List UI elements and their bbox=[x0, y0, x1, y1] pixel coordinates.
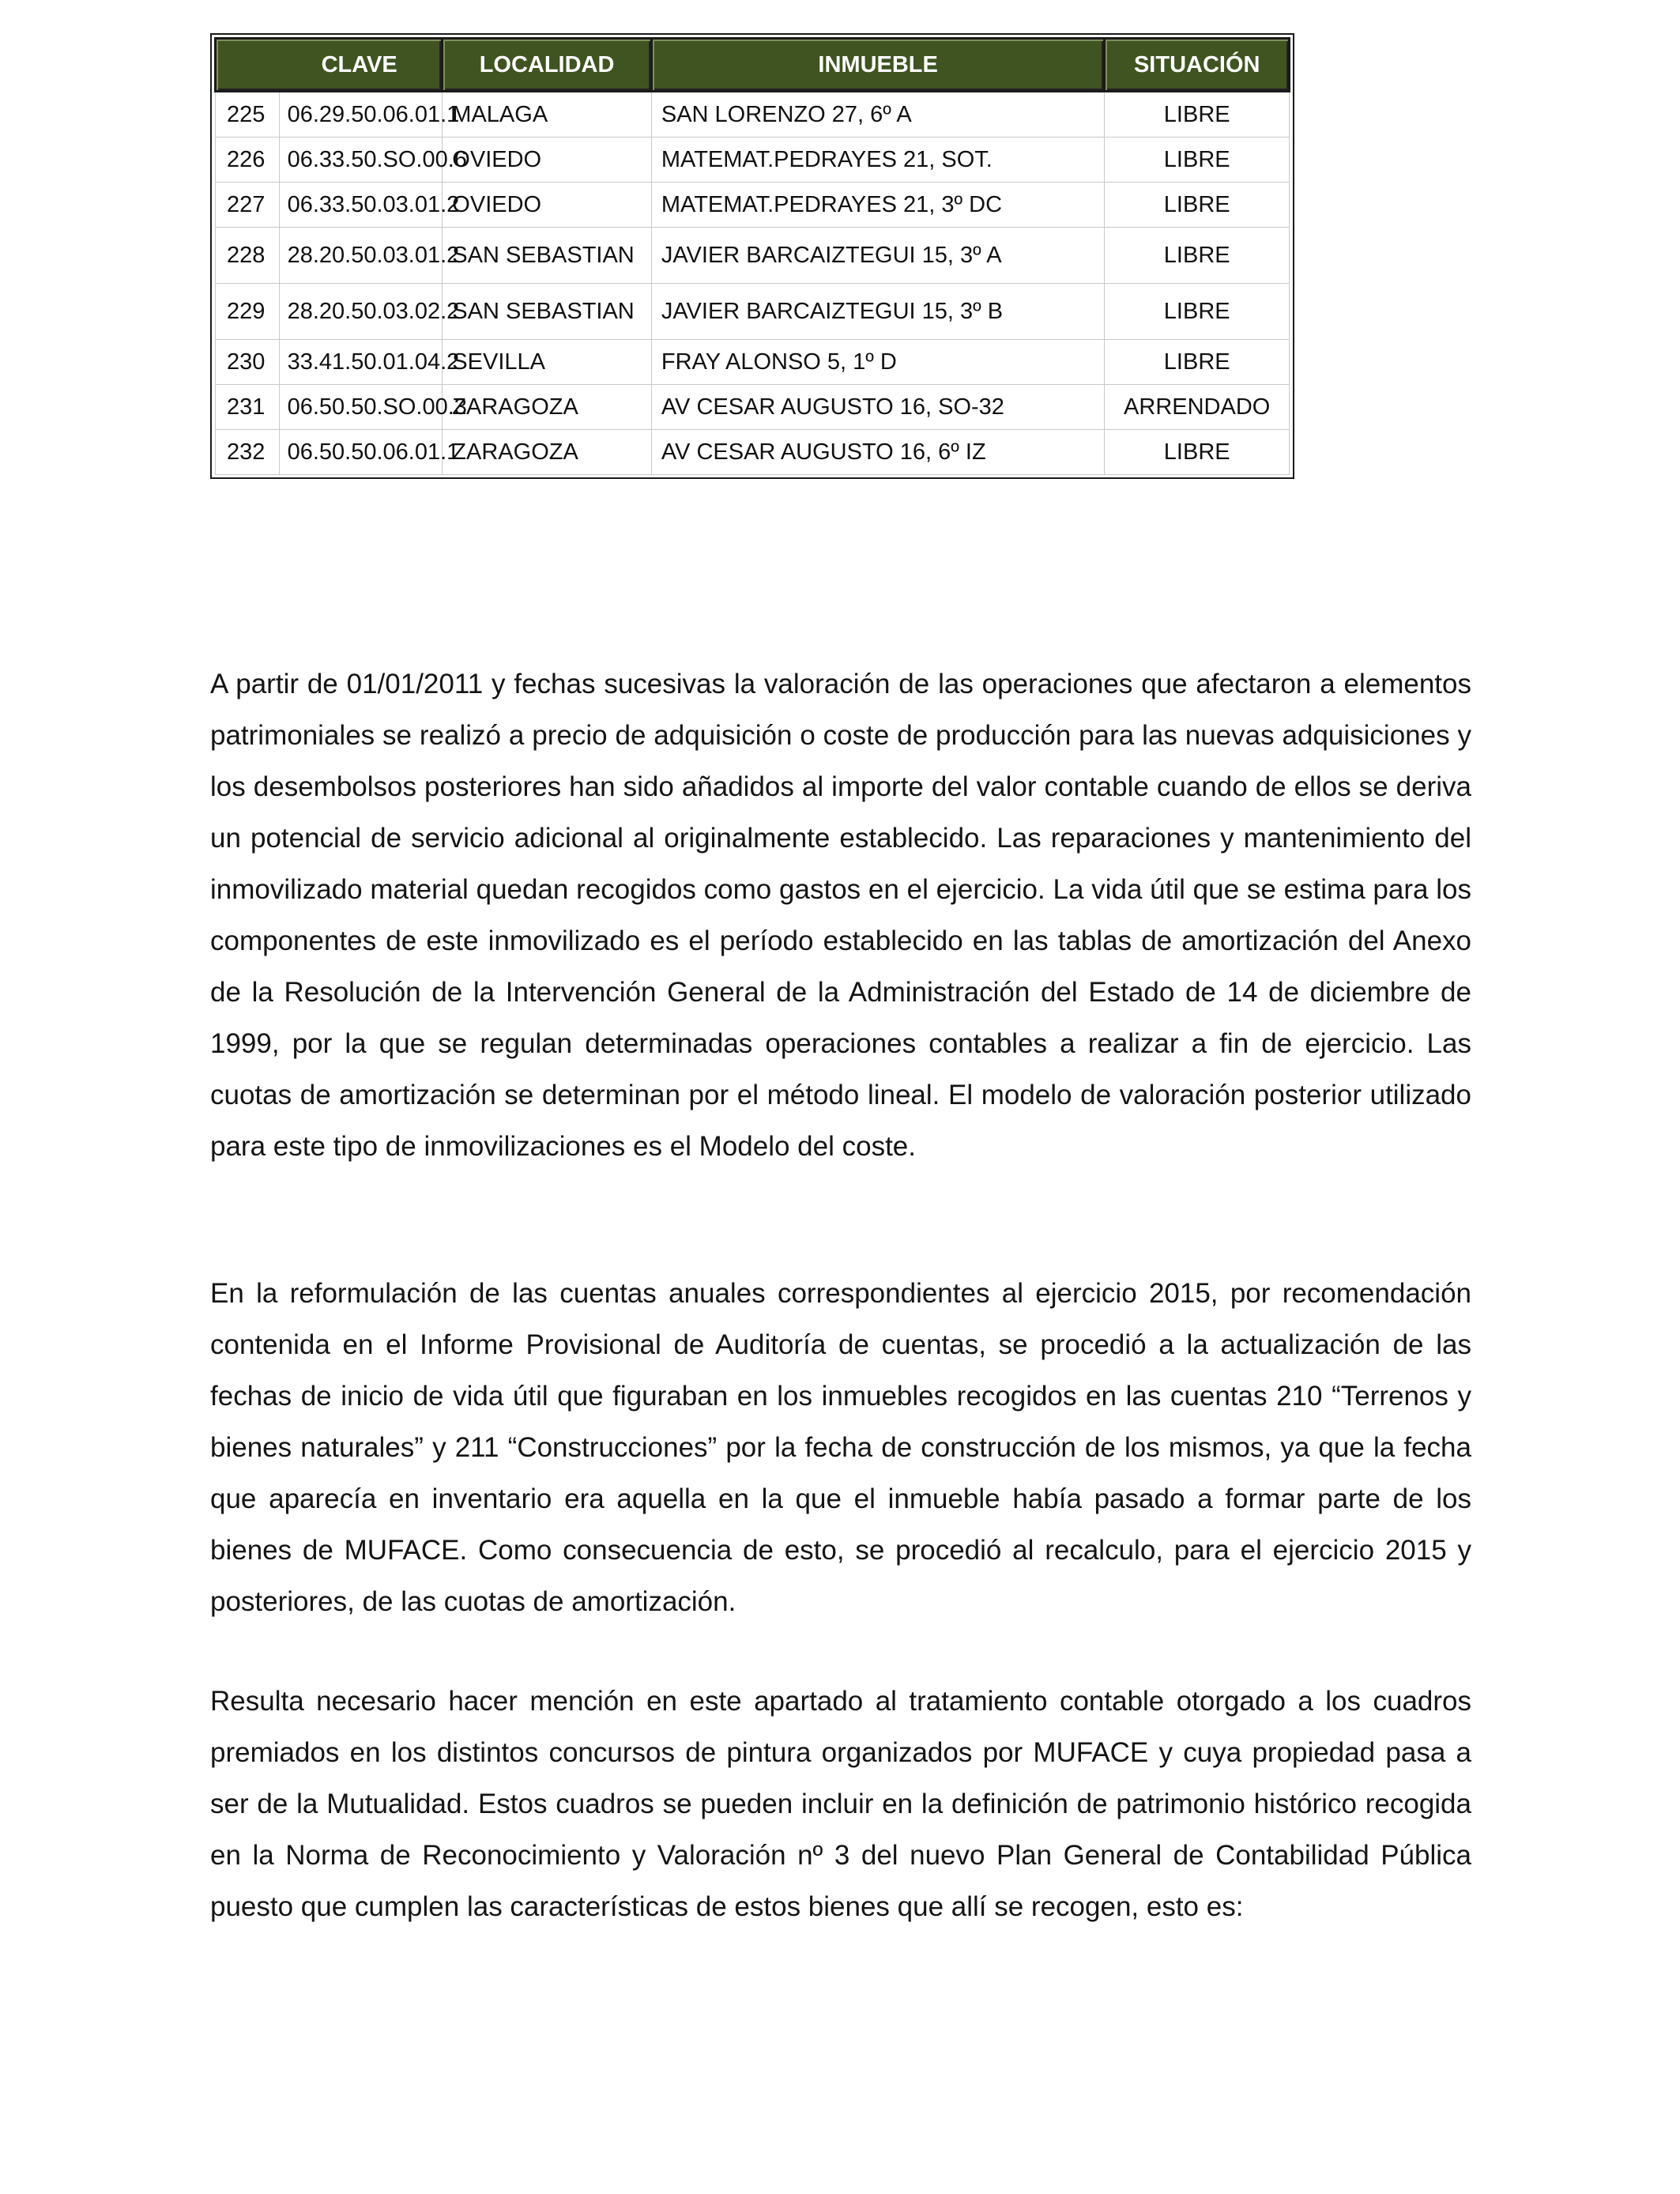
row-number: 228 bbox=[216, 228, 280, 284]
row-number: 232 bbox=[216, 430, 280, 475]
table-row bbox=[216, 92, 1290, 138]
table-row bbox=[216, 430, 1290, 475]
paragraph-valoracion: A partir de 01/01/2011 y fechas sucesivas la valoración de las operaciones que afectaron a elementos patrimoniales se realizó a precio de adquisición o coste de producción para las nuevas adquisiciones y los desembolsos posteriores han sido añadidos al importe del valor contable cuando de ellos se deriva un potencial de servicio adicional al originalmente establecido. Las reparaciones y mantenimiento del inmovilizado material quedan recogidos como gastos en el ejercicio. La vida útil que se estima para los componentes de este inmovilizado es el período establecido en las tablas de amortización del Anexo de la Resolución de la Intervención General de la Administración del Estado de 14 de diciembre de 1999, por la que se regulan determinadas operaciones contables a realizar a fin de ejercicio. Las cuotas de amortización se determinan por el método lineal. El modelo de valoración posterior utilizado para este tipo de inmovilizaciones es el Modelo del coste. bbox=[210, 669, 1471, 1162]
row-inmueble: MATEMAT.PEDRAYES 21, 3º DC bbox=[651, 183, 1105, 228]
table-header-row bbox=[216, 39, 1290, 92]
row-localidad: ZARAGOZA bbox=[443, 385, 652, 430]
row-localidad: SAN SEBASTIAN bbox=[443, 284, 652, 340]
row-situacion: LIBRE bbox=[1105, 228, 1290, 284]
header-clave: CLAVE bbox=[216, 39, 443, 92]
row-clave: 33.41.50.01.04.2 bbox=[279, 340, 443, 385]
row-inmueble: JAVIER BARCAIZTEGUI 15, 3º A bbox=[651, 228, 1105, 284]
header-inmueble: INMUEBLE bbox=[651, 39, 1105, 92]
row-clave: 06.50.50.06.01.1 bbox=[279, 430, 443, 475]
row-inmueble: JAVIER BARCAIZTEGUI 15, 3º B bbox=[651, 284, 1105, 340]
inventory-table bbox=[214, 37, 1290, 475]
row-clave: 28.20.50.03.01.2 bbox=[279, 228, 443, 284]
table-row bbox=[216, 228, 1290, 284]
row-localidad: OVIEDO bbox=[443, 138, 652, 183]
row-inmueble: AV CESAR AUGUSTO 16, SO-32 bbox=[651, 385, 1105, 430]
row-clave: 28.20.50.03.02.2 bbox=[279, 284, 443, 340]
row-clave: 06.33.50.03.01.2 bbox=[279, 183, 443, 228]
row-inmueble: AV CESAR AUGUSTO 16, 6º IZ bbox=[651, 430, 1105, 475]
row-localidad: OVIEDO bbox=[443, 183, 652, 228]
row-situacion: LIBRE bbox=[1105, 284, 1290, 340]
inventory-table-frame bbox=[210, 33, 1294, 479]
table-row bbox=[216, 385, 1290, 430]
table-row bbox=[216, 284, 1290, 340]
row-number: 226 bbox=[216, 138, 280, 183]
row-clave: 06.29.50.06.01.1 bbox=[279, 92, 443, 138]
row-localidad: MALAGA bbox=[443, 92, 652, 138]
header-localidad: LOCALIDAD bbox=[443, 39, 652, 92]
row-situacion: LIBRE bbox=[1105, 430, 1290, 475]
row-situacion: LIBRE bbox=[1105, 138, 1290, 183]
header-situacion: SITUACIÓN bbox=[1105, 39, 1290, 92]
paragraph-reformulacion: En la reformulación de las cuentas anuales correspondientes al ejercicio 2015, por recomendación contenida en el Informe Provisional de Auditoría de cuentas, se procedió a la actualización de las fechas de inicio de vida útil que figuraban en los inmuebles recogidos en las cuentas 210 “Terrenos y bienes naturales” y 211 “Construcciones” por la fecha de construcción de los mismos, ya que la fecha que aparecía en inventario era aquella en la que el inmueble había pasado a formar parte de los bienes de MUFACE. Como consecuencia de esto, se procedió al recalculo, para el ejercicio 2015 y posteriores, de las cuotas de amortización. bbox=[210, 1278, 1471, 1617]
paragraph-cuadros: Resulta necesario hacer mención en este apartado al tratamiento contable otorgado a los cuadros premiados en los distintos concursos de pintura organizados por MUFACE y cuya propiedad pasa a ser de la Mutualidad. Estos cuadros se pueden incluir en la definición de patrimonio histórico recogida en la Norma de Reconocimiento y Valoración nº 3 del nuevo Plan General de Contabilidad Pública puesto que cumplen las características de estos bienes que allí se recogen, esto es: bbox=[210, 1686, 1471, 1922]
row-number: 229 bbox=[216, 284, 280, 340]
row-localidad: SAN SEBASTIAN bbox=[443, 228, 652, 284]
row-situacion: LIBRE bbox=[1105, 340, 1290, 385]
row-clave: 06.50.50.SO.00.3 bbox=[279, 385, 443, 430]
row-situacion: LIBRE bbox=[1105, 92, 1290, 138]
row-number: 230 bbox=[216, 340, 280, 385]
table-row bbox=[216, 138, 1290, 183]
row-inmueble: MATEMAT.PEDRAYES 21, SOT. bbox=[651, 138, 1105, 183]
row-number: 231 bbox=[216, 385, 280, 430]
row-number: 227 bbox=[216, 183, 280, 228]
row-inmueble: FRAY ALONSO 5, 1º D bbox=[651, 340, 1105, 385]
row-inmueble: SAN LORENZO 27, 6º A bbox=[651, 92, 1105, 138]
row-localidad: ZARAGOZA bbox=[443, 430, 652, 475]
row-localidad: SEVILLA bbox=[443, 340, 652, 385]
row-situacion: ARRENDADO bbox=[1105, 385, 1290, 430]
table-row bbox=[216, 183, 1290, 228]
row-number: 225 bbox=[216, 92, 280, 138]
table-row bbox=[216, 340, 1290, 385]
row-situacion: LIBRE bbox=[1105, 183, 1290, 228]
row-clave: 06.33.50.SO.00.6 bbox=[279, 138, 443, 183]
